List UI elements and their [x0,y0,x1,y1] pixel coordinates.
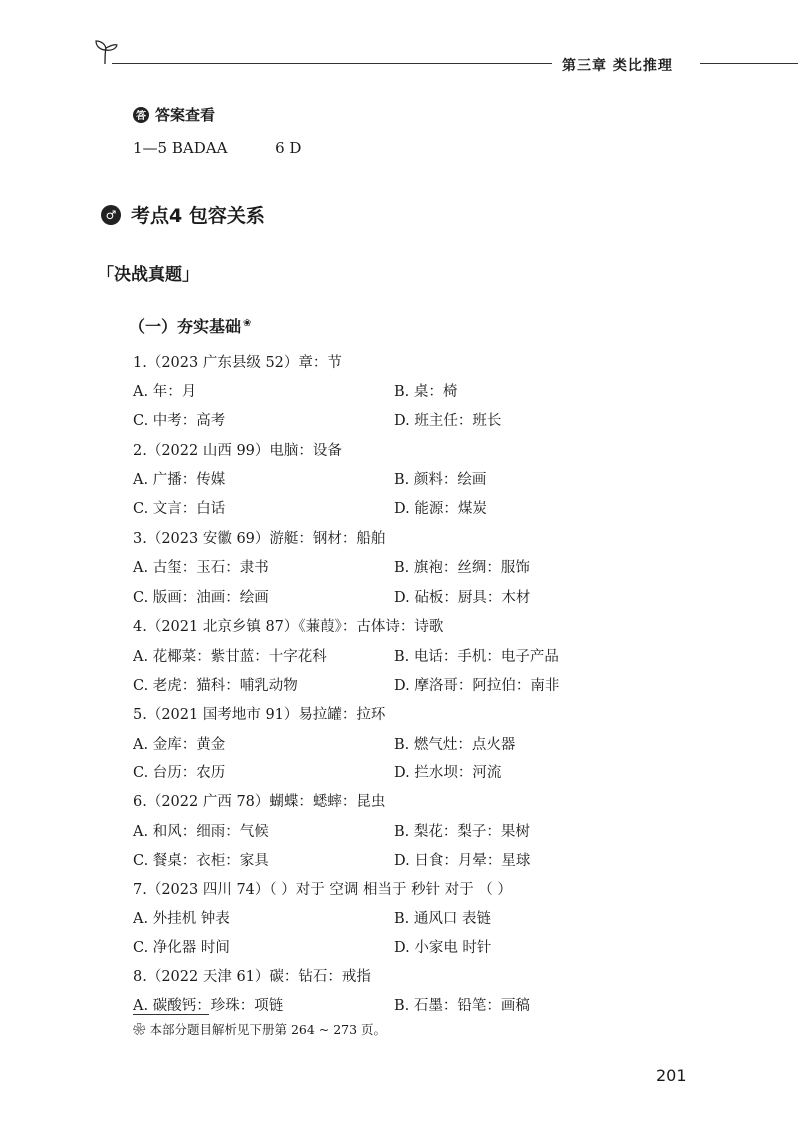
header-rule-right [700,63,798,64]
option-a: A. 外挂机 钟表 [133,911,230,927]
option-b: B. 桌：椅 [394,384,458,400]
juezhan-heading: 「决战真题」 [97,265,199,285]
header-rule-left [112,63,552,64]
subsection-title: （一）夯实基础 [129,317,242,336]
option-c: C. 版画：油画：绘画 [133,590,269,606]
option-a: A. 古玺：玉石：隶书 [133,560,269,576]
question-stem: 5.（2021 国考地市 91）易拉罐：拉环 [133,707,386,723]
option-d: D. 砧板：厨具：木材 [394,590,531,606]
footnote-rule [133,1014,209,1015]
option-d: D. 能源：煤炭 [394,501,487,517]
option-a: A. 广播：传媒 [133,472,226,488]
question-stem: 1.（2023 广东县级 52）章：节 [133,355,342,371]
option-b: B. 梨花：梨子：果树 [394,824,530,840]
flower-marker-icon: ❀ [243,317,252,329]
sprout-icon [92,38,120,66]
option-c: C. 文言：白话 [133,501,226,517]
question-stem: 4.（2021 北京乡镇 87）《蒹葭》：古体诗：诗歌 [133,619,444,635]
page-number: 201 [656,1066,687,1085]
option-d: D. 日食：月晕：星球 [394,853,531,869]
question-stem: 2.（2022 山西 99）电脑：设备 [133,443,342,459]
option-d: D. 拦水坝：河流 [394,765,502,781]
option-a: A. 和风：细雨：气候 [133,824,269,840]
option-b: B. 电话：手机：电子产品 [394,649,559,665]
option-b: B. 石墨：铅笔：画稿 [394,998,530,1014]
option-b: B. 通风口 表链 [394,911,491,927]
option-c: C. 中考：高考 [133,413,226,429]
option-d: D. 摩洛哥：阿拉伯：南非 [394,678,560,694]
answer-icon: 答 [133,107,149,123]
option-a: A. 年：月 [133,384,197,400]
option-b: B. 燃气灶：点火器 [394,737,516,753]
option-b: B. 旗袍：丝绸：服饰 [394,560,530,576]
answer-heading [133,104,215,125]
option-d: D. 小家电 时针 [394,940,492,956]
option-c: C. 老虎：猫科：哺乳动物 [133,678,298,694]
chapter-title: 第三章 类比推理 [562,58,673,74]
option-a: A. 金库：黄金 [133,737,226,753]
option-c: C. 餐桌：衣柜：家具 [133,853,269,869]
answer-list: 1—5 BADAA 6 D [133,139,302,157]
subsection-heading [129,314,251,337]
section-badge-icon: ♂ [101,205,121,225]
option-a: A. 碳酸钙：珍珠：项链 [133,998,284,1014]
option-c: C. 净化器 时间 [133,940,230,956]
option-d: D. 班主任：班长 [394,413,502,429]
question-stem: 7.（2023 四川 74）（ ）对于 空调 相当于 秒针 对于 （ ） [133,882,512,898]
option-b: B. 颜料：绘画 [394,472,487,488]
option-a: A. 花椰菜：紫甘蓝：十字花科 [133,649,327,665]
question-stem: 8.（2022 天津 61）碳：钻石：戒指 [133,969,371,985]
footnote: ❀ 本部分题目解析见下册第 264 ~ 273 页。 [133,1022,387,1037]
answer-heading-text: 答案查看 [155,106,216,124]
option-c: C. 台历：农历 [133,765,226,781]
question-stem: 6.（2022 广西 78）蝴蝶：蟋蟀：昆虫 [133,794,386,810]
section-heading [101,201,265,228]
section-title: 考点4 包容关系 [131,205,265,227]
question-stem: 3.（2023 安徽 69）游艇：钢材：船舶 [133,531,386,547]
